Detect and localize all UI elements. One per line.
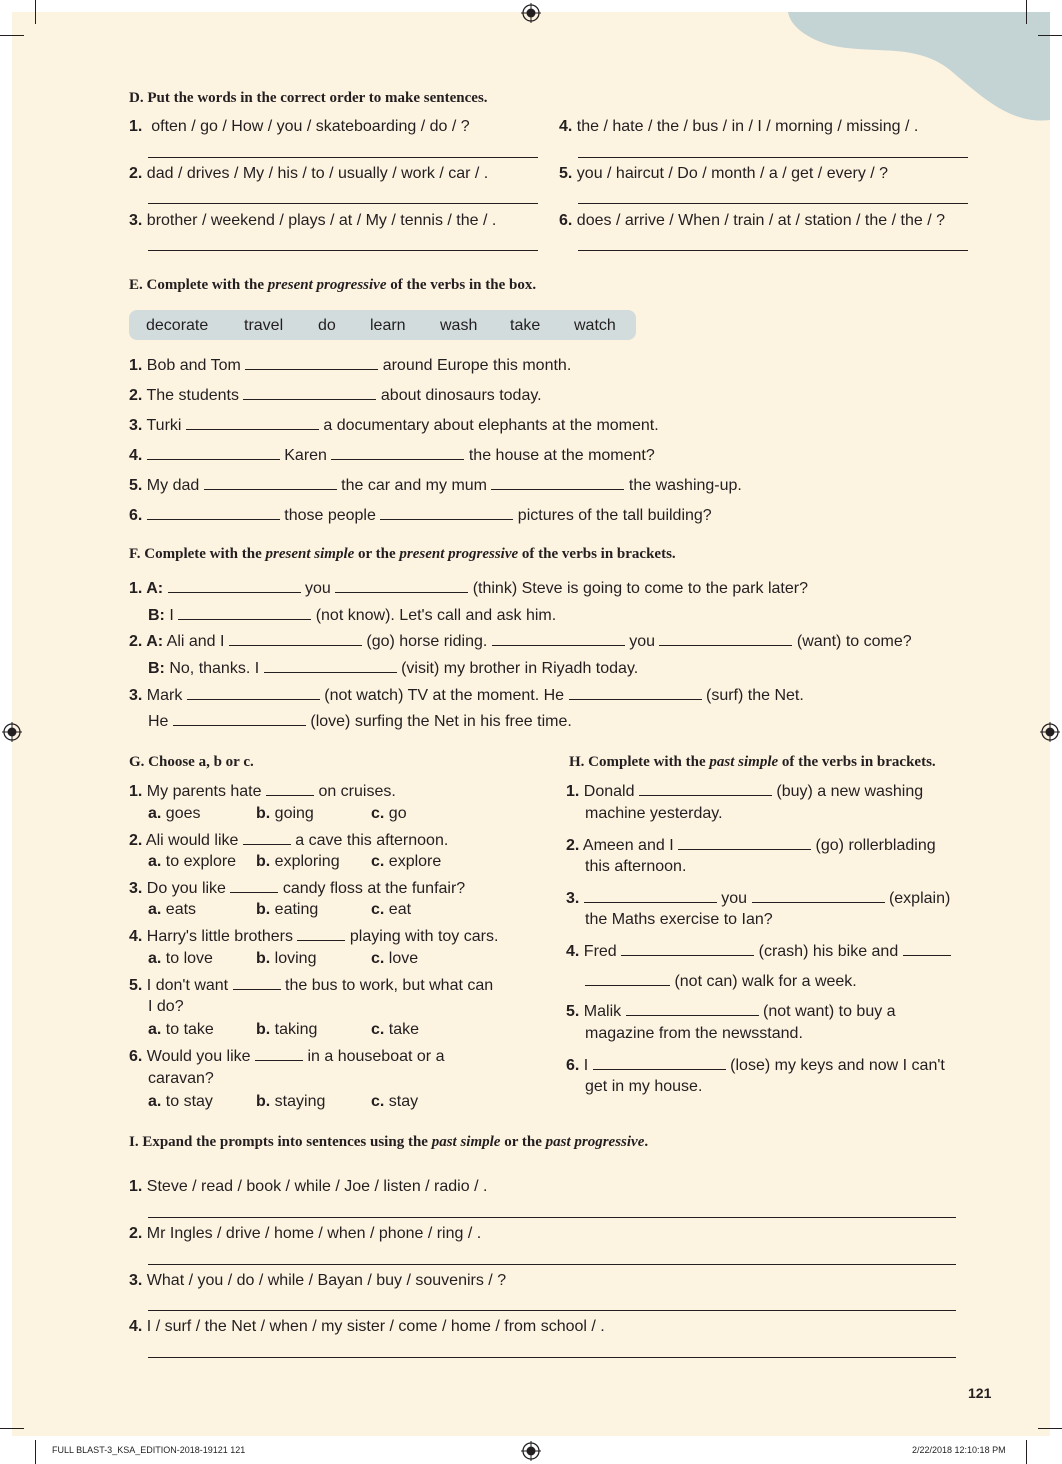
exercise-f-line-5: 3. Mark (not watch) TV at the moment. He (surf) the Net. bbox=[129, 687, 804, 704]
answer-blank[interactable] bbox=[147, 445, 280, 460]
section-h-heading: H. Complete with the past simple of the verbs in brackets. bbox=[569, 754, 936, 770]
word-box-item: learn bbox=[370, 317, 406, 334]
crop-mark bbox=[1026, 0, 1027, 24]
option-a[interactable]: a. to explore bbox=[148, 853, 237, 870]
answer-blank[interactable] bbox=[173, 711, 306, 726]
answer-blank[interactable] bbox=[264, 658, 397, 673]
section-e-heading: E. Complete with the present progressive of the verbs in the box. bbox=[129, 277, 537, 293]
exercise-d-item-1: 1. often / go / How / you / skateboarding / do / ? bbox=[129, 118, 470, 135]
answer-blank[interactable] bbox=[626, 1001, 759, 1016]
answer-blank[interactable] bbox=[204, 475, 337, 490]
option-c[interactable]: c. go bbox=[371, 805, 407, 822]
exercise-g-question-6-cont: caravan? bbox=[148, 1070, 214, 1087]
answer-line[interactable] bbox=[148, 250, 538, 251]
answer-blank[interactable] bbox=[245, 355, 378, 370]
exercise-e-item-2: 2. The students about dinosaurs today. bbox=[129, 387, 542, 404]
answer-blank[interactable] bbox=[230, 878, 278, 893]
answer-blank[interactable] bbox=[243, 830, 291, 845]
answer-line[interactable] bbox=[578, 250, 968, 251]
crop-mark bbox=[35, 0, 36, 24]
answer-blank[interactable] bbox=[585, 971, 670, 986]
exercise-h-item-1: 1. Donald (buy) a new washing bbox=[566, 783, 924, 800]
option-b[interactable]: b. exploring bbox=[256, 853, 340, 870]
answer-blank[interactable] bbox=[593, 1055, 726, 1070]
answer-blank[interactable] bbox=[621, 941, 754, 956]
answer-blank[interactable] bbox=[331, 445, 464, 460]
registration-mark-icon bbox=[521, 3, 541, 23]
exercise-d-item-3: 3. brother / weekend / plays / at / My / tennis / the / . bbox=[129, 212, 497, 229]
option-c[interactable]: c. love bbox=[371, 950, 419, 967]
answer-blank[interactable] bbox=[233, 975, 281, 990]
section-f-heading: F. Complete with the present simple or the present progressive of the verbs in brackets. bbox=[129, 546, 676, 562]
exercise-h-item-3-cont: the Maths exercise to Ian? bbox=[585, 911, 773, 928]
option-a[interactable]: a. to take bbox=[148, 1021, 214, 1038]
print-slug-right: 2/22/2018 12:10:18 PM bbox=[912, 1445, 1006, 1455]
answer-line[interactable] bbox=[148, 1357, 956, 1358]
crop-mark bbox=[35, 1440, 36, 1464]
answer-blank[interactable] bbox=[229, 631, 362, 646]
page-number: 121 bbox=[968, 1385, 992, 1401]
option-b[interactable]: b. going bbox=[256, 805, 314, 822]
word-box-item: decorate bbox=[146, 317, 209, 334]
answer-line[interactable] bbox=[148, 1264, 956, 1265]
exercise-e-item-6: 6. those people pictures of the tall building? bbox=[129, 507, 712, 524]
option-b[interactable]: b. taking bbox=[256, 1021, 318, 1038]
section-d-heading: D. Put the words in the correct order to make sentences. bbox=[129, 90, 488, 106]
print-slug-left: FULL BLAST-3_KSA_EDITION-2018-19121 121 bbox=[52, 1445, 246, 1455]
exercise-d-item-2: 2. dad / drives / My / his / to / usually / work / car / . bbox=[129, 165, 489, 182]
option-c[interactable]: c. explore bbox=[371, 853, 442, 870]
crop-mark bbox=[0, 1428, 24, 1429]
option-c[interactable]: c. take bbox=[371, 1021, 420, 1038]
registration-mark-icon bbox=[521, 1441, 541, 1461]
exercise-f-line-6: He (love) surfing the Net in his free time. bbox=[148, 713, 572, 730]
answer-blank[interactable] bbox=[584, 888, 717, 903]
answer-line[interactable] bbox=[578, 157, 968, 158]
section-i-heading: I. Expand the prompts into sentences using the past simple or the past progressive. bbox=[129, 1134, 649, 1150]
answer-blank[interactable] bbox=[380, 505, 513, 520]
answer-blank[interactable] bbox=[659, 631, 792, 646]
exercise-g-question-1: 1. My parents hate on cruises. bbox=[129, 783, 396, 800]
answer-blank[interactable] bbox=[903, 941, 951, 956]
exercise-h-item-3: 3. you (explain) bbox=[566, 890, 951, 907]
answer-blank[interactable] bbox=[255, 1046, 303, 1061]
crop-mark bbox=[1038, 1428, 1062, 1429]
answer-blank[interactable] bbox=[297, 926, 345, 941]
answer-line[interactable] bbox=[148, 1310, 956, 1311]
exercise-g-question-2: 2. Ali would like a cave this afternoon. bbox=[129, 832, 449, 849]
answer-blank[interactable] bbox=[492, 631, 625, 646]
option-a[interactable]: a. eats bbox=[148, 901, 197, 918]
word-box-item: do bbox=[318, 317, 336, 334]
exercise-d-item-4: 4. the / hate / the / bus / in / I / morning / missing / . bbox=[559, 118, 919, 135]
exercise-g-question-5-cont: I do? bbox=[148, 998, 184, 1015]
exercise-e-item-4: 4. Karen the house at the moment? bbox=[129, 447, 655, 464]
exercise-i-item-4: 4. I / surf / the Net / when / my sister / come / home / from school / . bbox=[129, 1318, 605, 1335]
word-box-item: watch bbox=[574, 317, 616, 334]
answer-blank[interactable] bbox=[639, 781, 772, 796]
answer-blank[interactable] bbox=[266, 781, 314, 796]
answer-blank[interactable] bbox=[491, 475, 624, 490]
exercise-g-question-3: 3. Do you like candy floss at the funfair? bbox=[129, 880, 466, 897]
option-b[interactable]: b. loving bbox=[256, 950, 317, 967]
exercise-d-item-6: 6. does / arrive / When / train / at / station / the / the / ? bbox=[559, 212, 945, 229]
exercise-h-item-2-cont: this afternoon. bbox=[585, 858, 687, 875]
exercise-h-item-5: 5. Malik (not want) to buy a bbox=[566, 1003, 896, 1020]
option-b[interactable]: b. eating bbox=[256, 901, 319, 918]
answer-blank[interactable] bbox=[752, 888, 885, 903]
option-b[interactable]: b. staying bbox=[256, 1093, 326, 1110]
exercise-i-item-3: 3. What / you / do / while / Bayan / buy / souvenirs / ? bbox=[129, 1272, 507, 1289]
word-box bbox=[129, 310, 636, 340]
exercise-f-line-2: B: I (not know). Let's call and ask him. bbox=[148, 607, 557, 624]
option-c[interactable]: c. stay bbox=[371, 1093, 419, 1110]
answer-blank[interactable] bbox=[678, 835, 811, 850]
crop-mark bbox=[1026, 1440, 1027, 1464]
answer-line[interactable] bbox=[578, 203, 968, 204]
registration-mark-icon bbox=[2, 722, 22, 742]
answer-blank[interactable] bbox=[168, 578, 301, 593]
exercise-h-item-6: 6. I (lose) my keys and now I can't bbox=[566, 1057, 945, 1074]
section-g-heading: G. Choose a, b or c. bbox=[129, 754, 254, 770]
exercise-e-item-1: 1. Bob and Tom around Europe this month. bbox=[129, 357, 572, 374]
answer-line[interactable] bbox=[148, 157, 538, 158]
exercise-e-item-5: 5. My dad the car and my mum the washing-up. bbox=[129, 477, 742, 494]
answer-blank[interactable] bbox=[243, 385, 376, 400]
exercise-f-line-1: 1. A: you (think) Steve is going to come to the park later? bbox=[129, 580, 808, 597]
registration-mark-icon bbox=[1040, 722, 1060, 742]
exercise-i-item-2: 2. Mr Ingles / drive / home / when / phone / ring / . bbox=[129, 1225, 482, 1242]
option-c[interactable]: c. eat bbox=[371, 901, 412, 918]
option-a[interactable]: a. to love bbox=[148, 950, 213, 967]
answer-blank[interactable] bbox=[186, 415, 319, 430]
exercise-h-item-6-cont: get in my house. bbox=[585, 1078, 703, 1095]
word-box-item: travel bbox=[244, 317, 284, 334]
exercise-g-question-6: 6. Would you like in a houseboat or a bbox=[129, 1048, 445, 1065]
exercise-f-line-3: 2. A: Ali and I (go) horse riding. you (want) to come? bbox=[129, 633, 912, 650]
option-a[interactable]: a. goes bbox=[148, 805, 201, 822]
exercise-i-item-1: 1. Steve / read / book / while / Joe / listen / radio / . bbox=[129, 1178, 488, 1195]
word-box-item: take bbox=[510, 317, 541, 334]
answer-blank[interactable] bbox=[187, 685, 320, 700]
exercise-h-item-1-cont: machine yesterday. bbox=[585, 805, 723, 822]
answer-line[interactable] bbox=[148, 1217, 956, 1218]
exercise-h-item-5-cont: magazine from the newsstand. bbox=[585, 1025, 803, 1042]
answer-blank[interactable] bbox=[178, 605, 311, 620]
exercise-h-item-2: 2. Ameen and I (go) rollerblading bbox=[566, 837, 936, 854]
answer-blank[interactable] bbox=[335, 578, 468, 593]
crop-mark bbox=[0, 35, 24, 36]
option-a[interactable]: a. to stay bbox=[148, 1093, 213, 1110]
exercise-g-question-4: 4. Harry's little brothers playing with toy cars. bbox=[129, 928, 499, 945]
word-box-item: wash bbox=[440, 317, 478, 334]
answer-line[interactable] bbox=[148, 203, 538, 204]
exercise-h-item-4: 4. Fred (crash) his bike and bbox=[566, 941, 951, 961]
exercise-e-item-3: 3. Turki a documentary about elephants at the moment. bbox=[129, 417, 659, 434]
exercise-h-item-4-cont: (not can) walk for a week. bbox=[585, 971, 857, 991]
exercise-f-line-4: B: No, thanks. I (visit) my brother in Riyadh today. bbox=[148, 660, 639, 677]
answer-blank[interactable] bbox=[147, 505, 280, 520]
answer-blank[interactable] bbox=[569, 685, 702, 700]
exercise-g-question-5: 5. I don't want the bus to work, but what can bbox=[129, 977, 494, 994]
crop-mark bbox=[1038, 35, 1062, 36]
exercise-d-item-5: 5. you / haircut / Do / month / a / get / every / ? bbox=[559, 165, 889, 182]
